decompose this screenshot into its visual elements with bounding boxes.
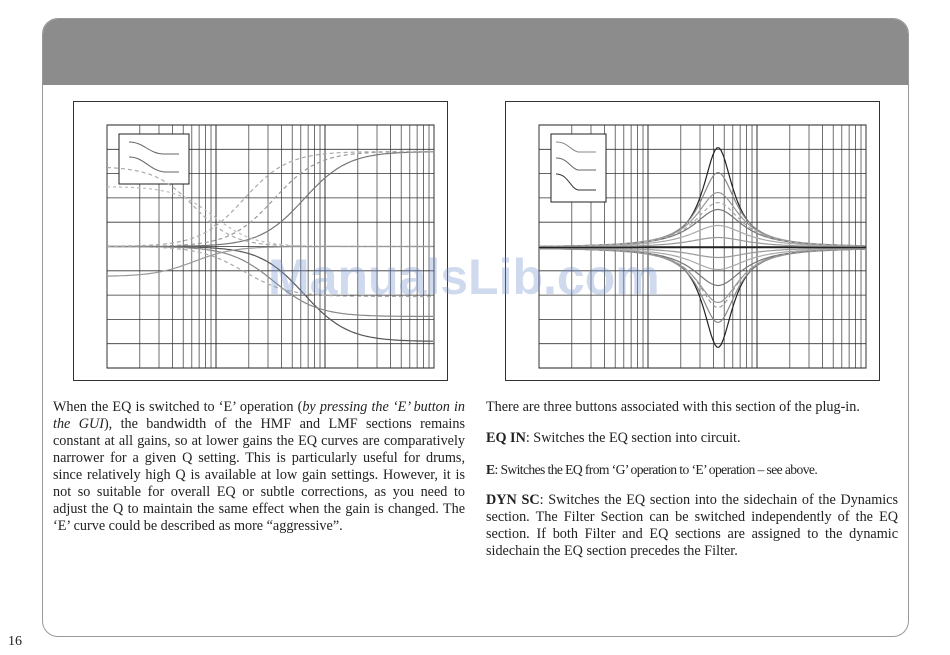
eq-e-mode-graph	[73, 101, 448, 381]
eq-curve	[539, 210, 865, 247]
eq-q-graph	[505, 101, 880, 381]
legend-box	[551, 134, 606, 202]
e-operation-paragraph: When the EQ is switched to ‘E’ operation (by pressing the ‘E’ button in the GUI), the bandwidth of the HMF and LMF sections remains constant at all gains, so at lower gains the EQ curves are comparatively narrower for a given Q setting. This is particularly useful for drums, since relatively high Q is available at low gain settings. However, it is not so suitable for overall EQ or subtle corrections, as you need to adjust the Q to maintain the same effect when the gain is changed. The ‘E’ curve could be described as more “aggressive”.	[53, 399, 465, 534]
header-band	[43, 19, 908, 85]
eq-q-plot	[506, 102, 879, 380]
page-number: 16	[8, 634, 22, 649]
eq-e-mode-plot	[74, 102, 447, 380]
intro-paragraph: There are three buttons associated with this section of the plug-in.	[486, 399, 860, 415]
legend-box	[119, 134, 189, 184]
dyn-sc-paragraph: DYN SC: Switches the EQ section into the sidechain of the Dynamics section. The Filter Section can be switched independently of the EQ section. If both Filter and EQ sections are assigned to the dynamic sidechain the EQ section precedes the Filter.	[486, 492, 898, 559]
eq-curve	[539, 203, 865, 247]
eq-in-paragraph: EQ IN: Switches the EQ section into circuit.	[486, 430, 741, 446]
eq-curve	[107, 187, 433, 247]
right-text-column	[486, 399, 898, 574]
e-button-paragraph: E: Switches the EQ from ‘G’ operation to ‘E’ operation – see above.	[486, 462, 818, 477]
left-text-column	[53, 399, 465, 549]
watermark: ManualsLib.com	[268, 249, 660, 305]
